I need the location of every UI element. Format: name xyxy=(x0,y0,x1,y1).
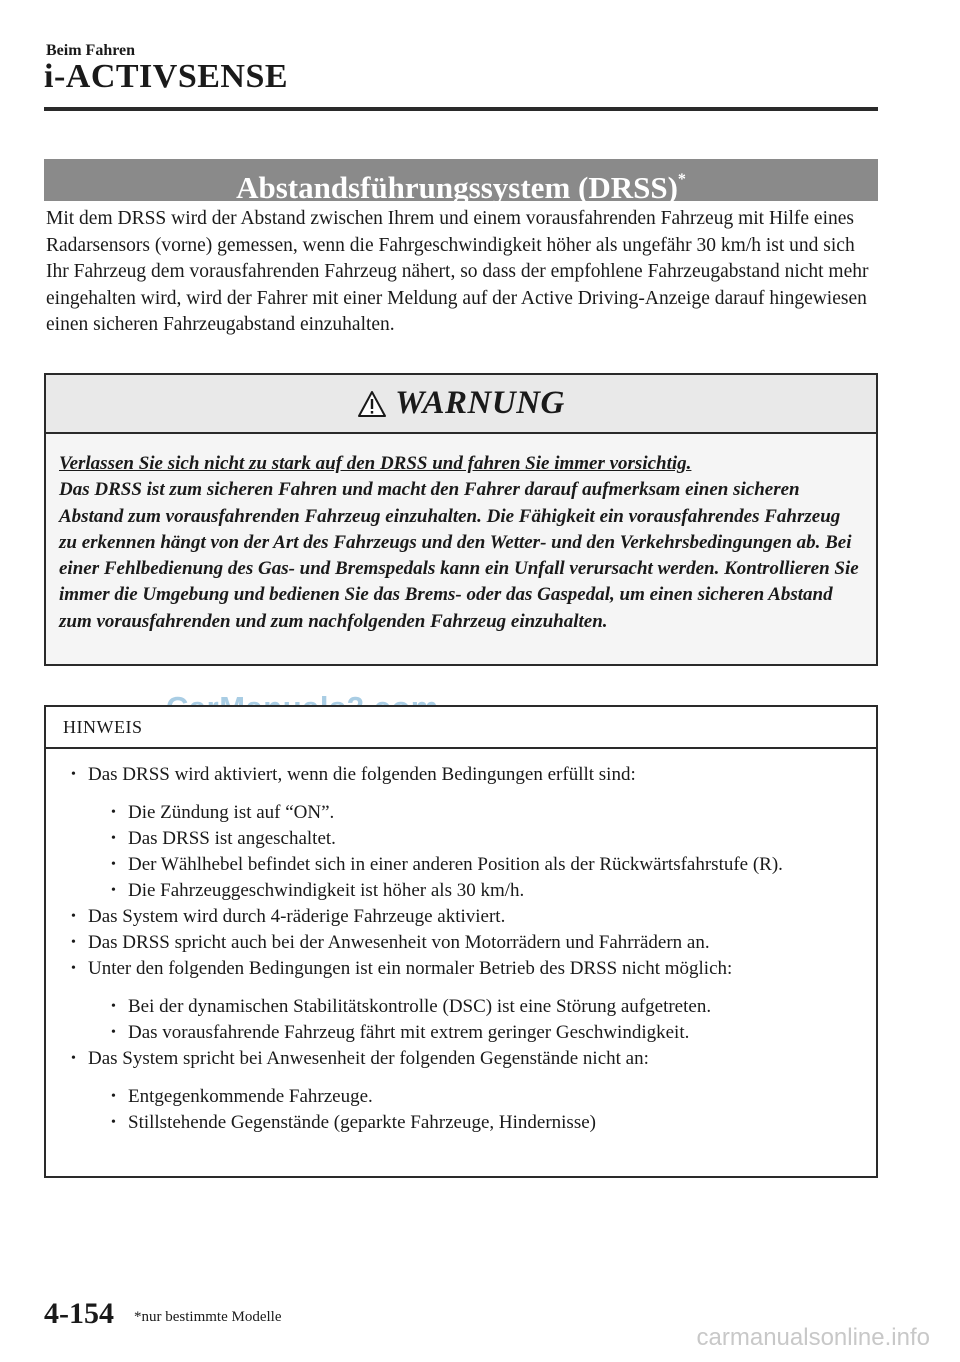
warning-triangle-icon xyxy=(357,390,387,418)
banner-footnote-marker: * xyxy=(677,171,686,188)
sub-list xyxy=(106,1084,862,1136)
warning-box xyxy=(44,373,878,666)
list-item xyxy=(66,956,862,1046)
hinweis-list xyxy=(66,762,862,1136)
section-label: Beim Fahren xyxy=(46,42,136,59)
header-divider xyxy=(44,107,878,111)
intro-paragraph: Mit dem DRSS wird der Abstand zwischen Ihrem und einem vorausfahrenden Fahrzeug mit Hilfe eines Radarsensors (vorne) gemessen, wenn die Fahrgeschwindigkeit höher als ungefähr 30 km/h ist und sich Ihr Fahrzeug dem vorausfahrenden Fahrzeug nähert, so dass der empfohlene Fahrzeugabstand nicht mehr eingehalten wird, wird der Fahrer mit einer Meldung auf der Active Driving-Anzeige darauf hingewiesen einen sicheren Fahrzeugabstand einzuhalten. xyxy=(46,208,869,335)
sub-list-item: • Das DRSS ist angeschaltet. xyxy=(106,826,862,852)
list-item-text: Das System spricht bei Anwesenheit der folgenden Gegenstände nicht an: xyxy=(88,1048,649,1069)
banner-title: Abstandsführungssystem (DRSS) xyxy=(236,170,678,205)
chapter-title: i-ACTIVSENSE xyxy=(44,58,289,95)
sub-list-item: • Stillstehende Gegenstände (geparkte Fahrzeuge, Hindernisse) xyxy=(106,1110,862,1136)
warning-header xyxy=(46,375,876,434)
sub-list-item: • Entgegenkommende Fahrzeuge. xyxy=(106,1084,862,1110)
footnote: *nur bestimmte Modelle xyxy=(134,1309,282,1325)
section-banner xyxy=(44,159,878,205)
list-item xyxy=(66,762,862,904)
list-item: • Das DRSS spricht auch bei der Anwesenheit von Motorrädern und Fahrrädern an. xyxy=(66,930,862,956)
list-item-text: Das DRSS wird aktiviert, wenn die folgenden Bedingungen erfüllt sind: xyxy=(88,764,636,785)
hinweis-title: HINWEIS xyxy=(46,707,876,749)
warning-body xyxy=(46,434,876,635)
list-item-text: Unter den folgenden Bedingungen ist ein normaler Betrieb des DRSS nicht möglich: xyxy=(88,958,733,979)
sub-list xyxy=(106,800,862,904)
page-number: 4-154 xyxy=(44,1297,114,1330)
warning-lead: Verlassen Sie sich nicht zu stark auf den DRSS und fahren Sie immer vorsichtig. xyxy=(59,453,692,474)
sub-list-item: • Das vorausfahrende Fahrzeug fährt mit extrem geringer Geschwindigkeit. xyxy=(106,1020,862,1046)
hinweis-body xyxy=(46,749,876,1136)
list-item: • Das System wird durch 4-räderige Fahrzeuge aktiviert. xyxy=(66,904,862,930)
hinweis-box xyxy=(44,705,878,1178)
warning-title: WARNUNG xyxy=(395,385,565,421)
sub-list-item: • Bei der dynamischen Stabilitätskontrolle (DSC) ist eine Störung aufgetreten. xyxy=(106,994,862,1020)
sub-list-item: • Die Zündung ist auf “ON”. xyxy=(106,800,862,826)
list-item xyxy=(66,1046,862,1136)
sub-list xyxy=(106,994,862,1046)
sub-list-item: • Die Fahrzeuggeschwindigkeit ist höher als 30 km/h. xyxy=(106,878,862,904)
warning-text: Das DRSS ist zum sicheren Fahren und macht den Fahrer darauf aufmerksam einen sicheren Abstand zum vorausfahrenden Fahrzeug einzuhalten. Die Fähigkeit ein vorausfahrendes Fahrzeug zu erkennen hängt von der Art des Fahrzeugs und den Wetter- und den Verkehrsbedingungen ab. Bei einer Fehlbedienung des Gas- und Bremspedals kann ein Unfall verursacht werden. Kontrollieren Sie immer die Umgebung und bedienen Sie das Brems- oder das Gaspedal, um einen sicheren Abstand zum vorausfahrenden und zum nachfolgenden Fahrzeug einzuhalten. xyxy=(59,479,859,632)
sub-list-item: • Der Wählhebel befindet sich in einer anderen Position als der Rückwärtsfahrstufe (R). xyxy=(106,852,862,878)
site-watermark: carmanualsonline.info xyxy=(696,1324,930,1351)
